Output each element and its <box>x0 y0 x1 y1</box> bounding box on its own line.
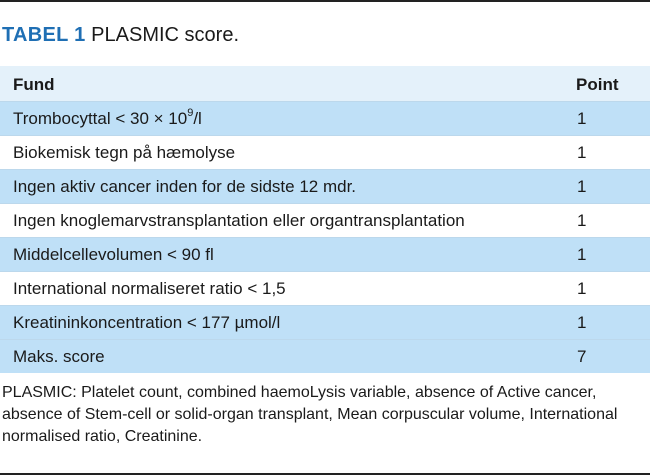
caption-text: PLASMIC score. <box>91 24 239 46</box>
row-finding <box>13 109 202 129</box>
row-finding: Ingen knoglemarvstransplantation eller organtransplantation <box>13 211 465 230</box>
table-body <box>0 101 650 373</box>
row-points: 1 <box>577 313 587 332</box>
table-row <box>0 237 650 271</box>
row-finding-sup: 9 <box>187 107 194 120</box>
caption-label: TABEL 1 <box>2 24 86 46</box>
table-header <box>0 66 650 101</box>
row-points: 1 <box>577 177 587 196</box>
row-finding: International normaliseret ratio < 1,5 <box>13 279 286 298</box>
table-row <box>0 305 650 339</box>
table-row <box>0 169 650 203</box>
row-finding: Ingen aktiv cancer inden for de sidste 12 mdr. <box>13 177 357 196</box>
row-finding-text: Trombocyttal < 30 × 10 <box>13 109 188 128</box>
row-finding: Middelcellevolumen < 90 fl <box>13 245 214 264</box>
table-row <box>0 271 650 305</box>
table-footnote: PLASMIC: Platelet count, combined haemoLysis variable, absence of Active cancer, absence of Stem-cell or solid-organ transplant, Mean corpuscular volume, International normalised ratio, Creatinine. <box>2 384 618 445</box>
table-row <box>0 101 650 135</box>
header-finding: Fund <box>13 75 55 94</box>
row-points: 1 <box>577 279 587 298</box>
row-points: 1 <box>577 211 587 230</box>
row-points: 1 <box>577 143 587 162</box>
header-points: Point <box>576 75 619 94</box>
table-caption <box>2 23 239 47</box>
row-points: 7 <box>577 347 587 366</box>
row-points: 1 <box>577 109 587 128</box>
row-points: 1 <box>577 245 587 264</box>
row-finding: Biokemisk tegn på hæmolyse <box>13 143 236 162</box>
table-row <box>0 135 650 169</box>
row-finding: Maks. score <box>13 347 105 366</box>
table-row-total <box>0 339 650 373</box>
row-finding-suffix: /l <box>193 109 202 128</box>
table-row <box>0 203 650 237</box>
row-finding: Kreatininkoncentration < 177 µmol/l <box>13 313 281 332</box>
